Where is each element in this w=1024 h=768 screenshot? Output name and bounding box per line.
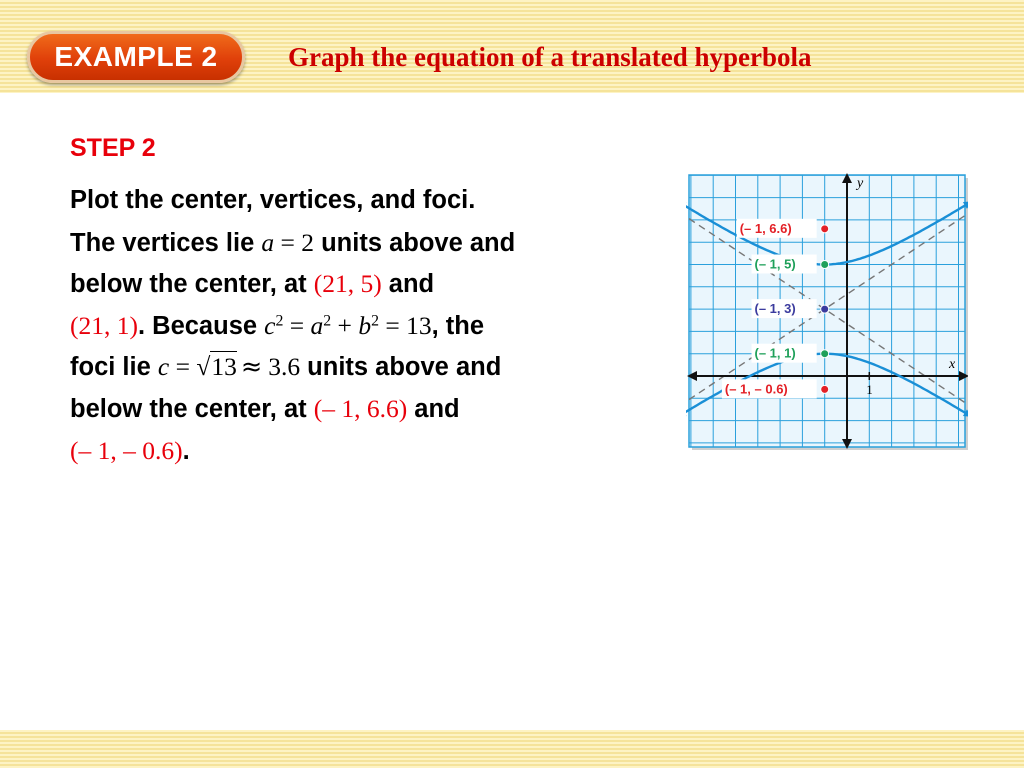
math-value: = 2 — [274, 227, 314, 257]
text-run: below the center, at — [70, 394, 314, 423]
vertex-coordinate: (21, 5) — [313, 269, 382, 299]
text-line-1 — [70, 180, 680, 222]
slide-title: Graph the equation of a translated hyperbola — [288, 42, 812, 72]
approx-symbol: ≈ — [240, 352, 263, 383]
exponent: 2 — [371, 312, 379, 330]
center-point — [821, 305, 829, 313]
vertex-point-label: (– 1, 1) — [754, 345, 796, 361]
math-var-a: a — [310, 310, 324, 340]
focus-point-label: (– 1, 6.6) — [739, 220, 792, 236]
math-var-c: c — [157, 352, 170, 382]
focus-coordinate: (– 1, 6.6) — [313, 393, 408, 423]
text-run: foci lie — [70, 353, 158, 382]
vertex-point-label: (– 1, 5) — [754, 256, 796, 272]
focus-point-label: (– 1, – 0.6) — [724, 381, 788, 397]
vertex-point — [821, 261, 829, 269]
x-axis-label: x — [949, 357, 956, 372]
text-run: . — [182, 436, 190, 465]
text-run: , the — [431, 311, 485, 340]
focus-coordinate: (– 1, – 0.6) — [70, 435, 183, 465]
x-tick-label: 1 — [866, 382, 873, 397]
y-axis-label: y — [857, 176, 864, 191]
focus-point — [821, 225, 829, 233]
math-value: = 13 — [378, 310, 432, 340]
text-run: . Because — [137, 311, 265, 340]
text-line-5 — [70, 346, 680, 388]
radicand: 13 — [211, 352, 237, 382]
text-run: The vertices lie — [70, 228, 262, 257]
text-run: units above and — [300, 353, 502, 382]
text-run: Plot the center, vertices, and foci. — [70, 186, 476, 214]
math-var-c: c — [264, 310, 276, 340]
vertex-coordinate: (21, 1) — [70, 310, 138, 340]
exponent: 2 — [323, 312, 332, 330]
text-line-6 — [70, 388, 680, 430]
text-line-2 — [70, 222, 680, 264]
focus-point — [821, 385, 829, 393]
text-line-3 — [70, 263, 680, 305]
text-line-7 — [70, 430, 680, 472]
center-point-label: (– 1, 3) — [754, 301, 796, 317]
step-explanation — [70, 180, 680, 471]
math-var-a: a — [261, 227, 275, 257]
example-badge: EXAMPLE 2 — [27, 31, 245, 83]
text-run: and — [407, 394, 460, 423]
math-operator: = — [169, 352, 197, 382]
radical-sign: √ — [196, 352, 211, 382]
footer-bar — [0, 730, 1024, 768]
text-run: and — [381, 270, 435, 299]
text-run: below the center, at — [70, 270, 314, 299]
exponent: 2 — [275, 312, 284, 330]
step-heading: STEP 2 — [70, 134, 156, 162]
vertex-point — [821, 350, 829, 358]
text-run: units above and — [314, 228, 516, 257]
math-value: 3.6 — [268, 352, 301, 382]
math-operator: = — [283, 310, 311, 340]
hyperbola-graph — [686, 172, 968, 450]
math-var-b: b — [358, 310, 372, 340]
text-line-4 — [70, 305, 680, 347]
math-operator: + — [331, 310, 359, 340]
